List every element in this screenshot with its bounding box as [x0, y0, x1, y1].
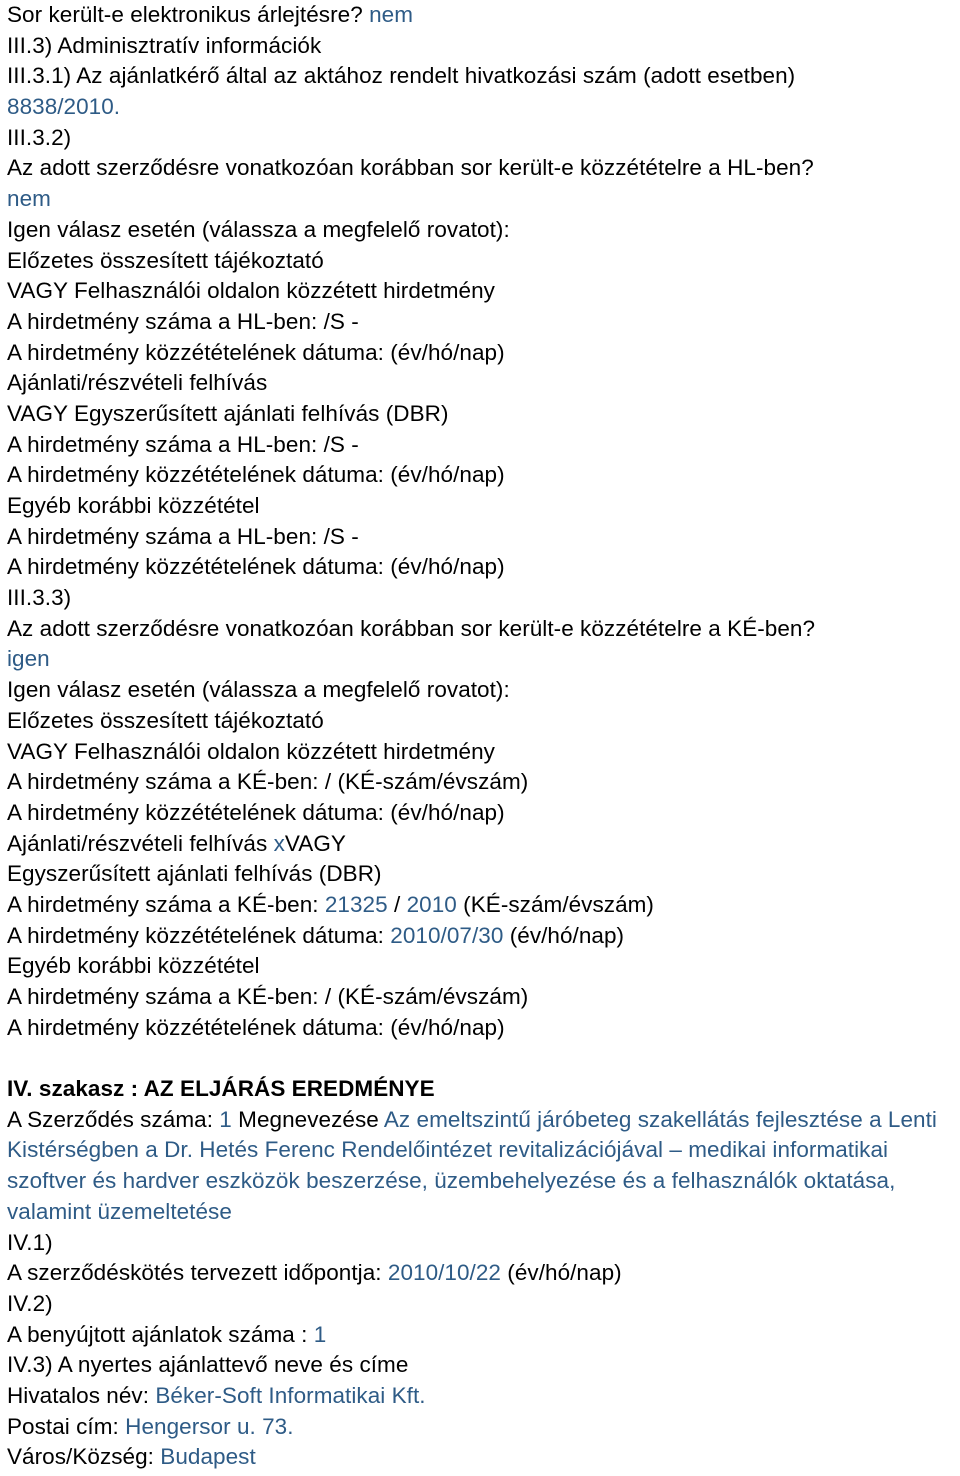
official-name-value: Béker-Soft Informatikai Kft. — [155, 1383, 426, 1408]
electronic-auction-answer: nem — [369, 2, 413, 27]
tenders-count-value: 1 — [313, 1321, 327, 1347]
section-iii-3-2-heading: III.3.2) — [7, 124, 72, 150]
hl-yes-instruction: Igen válasz esetén (válassza a megfelelő rovatot): — [7, 216, 510, 242]
electronic-auction-question: Sor került-e elektronikus árlejtésre? — [7, 2, 363, 27]
hl-notice-number: A hirdetmény száma a HL-ben: /S - — [7, 523, 359, 549]
hl-contract-notice: Ajánlati/részvételi felhívás — [7, 370, 268, 396]
contract-number-label: A Szerződés száma: — [7, 1106, 220, 1132]
ke-simplified-notice: Egyszerűsített ajánlati felhívás (DBR) — [7, 861, 382, 887]
hl-notice-number: A hirdetmény száma a HL-ben: /S - — [7, 308, 359, 334]
ke-notice-slash: / — [387, 891, 407, 917]
hl-simplified-notice: VAGY Egyszerűsített ajánlati felhívás (DBR) — [7, 400, 449, 426]
postal-address-value: Hengersor u. 73. — [125, 1413, 294, 1439]
section-iii-3-1-heading: III.3.1) Az ajánlatkérő által az aktához rendelt hivatkozási szám (adott esetben) — [7, 63, 796, 89]
reference-number: 8838/2010. — [7, 94, 121, 120]
ke-other-publication: Egyéb korábbi közzététel — [7, 953, 260, 979]
section-iv-3-heading: IV.3) A nyertes ajánlattevő neve és címe — [7, 1352, 409, 1378]
ke-notice-year-value: 2010 — [406, 891, 457, 917]
ke-notice-date-suffix: (év/hó/nap) — [503, 922, 625, 948]
ke-notice-date-value: 2010/07/30 — [390, 922, 504, 948]
ke-other-notice-date: A hirdetmény közzétételének dátuma: (év/hó/nap) — [7, 1014, 505, 1040]
selected-x-mark: x — [273, 830, 285, 856]
ke-notice-number-line — [7, 890, 960, 921]
section-iv-heading: IV. szakasz : AZ ELJÁRÁS EREDMÉNYE — [7, 1076, 435, 1102]
hl-publication-answer: nem — [7, 186, 51, 212]
ke-other-notice-number: A hirdetmény száma a KÉ-ben: / (KÉ-szám/évszám) — [7, 984, 529, 1009]
section-iii-3-3-heading: III.3.3) — [7, 585, 72, 611]
ke-notice-date-line — [7, 921, 960, 952]
contract-number-value: 1 — [219, 1106, 232, 1132]
city-label: Város/Község: — [7, 1444, 161, 1470]
official-name-label: Hivatalos név: — [7, 1383, 156, 1408]
contract-name-label: Megnevezése — [231, 1106, 384, 1132]
hl-notice-date: A hirdetmény közzétételének dátuma: (év/hó/nap) — [7, 462, 505, 488]
postal-address-label: Postai cím: — [7, 1413, 126, 1439]
hl-notice-number: A hirdetmény száma a HL-ben: /S - — [7, 431, 359, 457]
contract-date-suffix: (év/hó/nap) — [501, 1260, 622, 1286]
hl-notice-date: A hirdetmény közzétételének dátuma: (év/hó/nap) — [7, 554, 505, 580]
contract-name-paragraph — [7, 1105, 959, 1228]
section-iii-3-heading: III.3) Adminisztratív információk — [7, 32, 322, 58]
contract-name-value: Az emeltszintű járóbeteg szakellátás fejlesztése a Lenti Kistérségben a Dr. Hetés Ferenc Rendelőintézet revitalizációjával – medikai informatikai szoftver és hardver eszközök beszerzése, üzembehelyezése és a felhasználók oktatása, valamint üzemeltetése — [7, 1106, 937, 1224]
ke-notice-date-label: A hirdetmény közzétételének dátuma: — [7, 922, 391, 948]
section-iv-1-heading: IV.1) — [7, 1229, 53, 1255]
ke-publication-question: Az adott szerződésre vonatkozóan korábban sor került-e közzétételre a KÉ-ben? — [7, 615, 816, 641]
section-iv-2-heading: IV.2) — [7, 1290, 53, 1316]
ke-contract-notice-line — [7, 829, 960, 860]
tenders-count-line — [7, 1320, 960, 1351]
contract-date-line — [7, 1258, 960, 1289]
hl-prior-information: Előzetes összesített tájékoztató — [7, 247, 324, 273]
ke-notice-number-label: A hirdetmény száma a KÉ-ben: — [7, 891, 325, 917]
section-spacer — [7, 1043, 960, 1074]
electronic-auction-line — [7, 0, 960, 31]
hl-buyer-profile-notice: VAGY Felhasználói oldalon közzétett hirdetmény — [7, 278, 495, 304]
official-name-line — [7, 1381, 960, 1412]
ke-publication-answer: igen — [7, 646, 50, 672]
contract-date-label: A szerződéskötés tervezett időpontja: — [7, 1260, 388, 1286]
contract-date-value: 2010/10/22 — [387, 1260, 501, 1286]
ke-notice-date-empty: A hirdetmény közzétételének dátuma: (év/hó/nap) — [7, 799, 505, 825]
ke-notice-number-value: 21325 — [324, 891, 388, 917]
hl-notice-date: A hirdetmény közzétételének dátuma: (év/hó/nap) — [7, 339, 505, 365]
ke-notice-number-suffix: (KÉ-szám/évszám) — [456, 891, 654, 917]
ke-prior-information: Előzetes összesített tájékoztató — [7, 707, 324, 733]
ke-buyer-profile-notice: VAGY Felhasználói oldalon közzétett hirdetmény — [7, 738, 495, 764]
tenders-count-label: A benyújtott ajánlatok száma : — [7, 1321, 314, 1347]
city-value: Budapest — [160, 1444, 256, 1470]
postal-address-line — [7, 1412, 960, 1443]
hl-other-publication: Egyéb korábbi közzététel — [7, 493, 260, 518]
city-line — [7, 1442, 960, 1473]
hl-publication-question: Az adott szerződésre vonatkozóan korábban sor került-e közzétételre a HL-ben? — [7, 155, 814, 181]
ke-notice-number-empty: A hirdetmény száma a KÉ-ben: / (KÉ-szám/évszám) — [7, 769, 529, 795]
ke-contract-notice-label: Ajánlati/részvételi felhívás — [7, 830, 274, 856]
ke-yes-instruction: Igen válasz esetén (válassza a megfelelő rovatot): — [7, 677, 510, 703]
vagy-label: VAGY — [284, 830, 346, 856]
